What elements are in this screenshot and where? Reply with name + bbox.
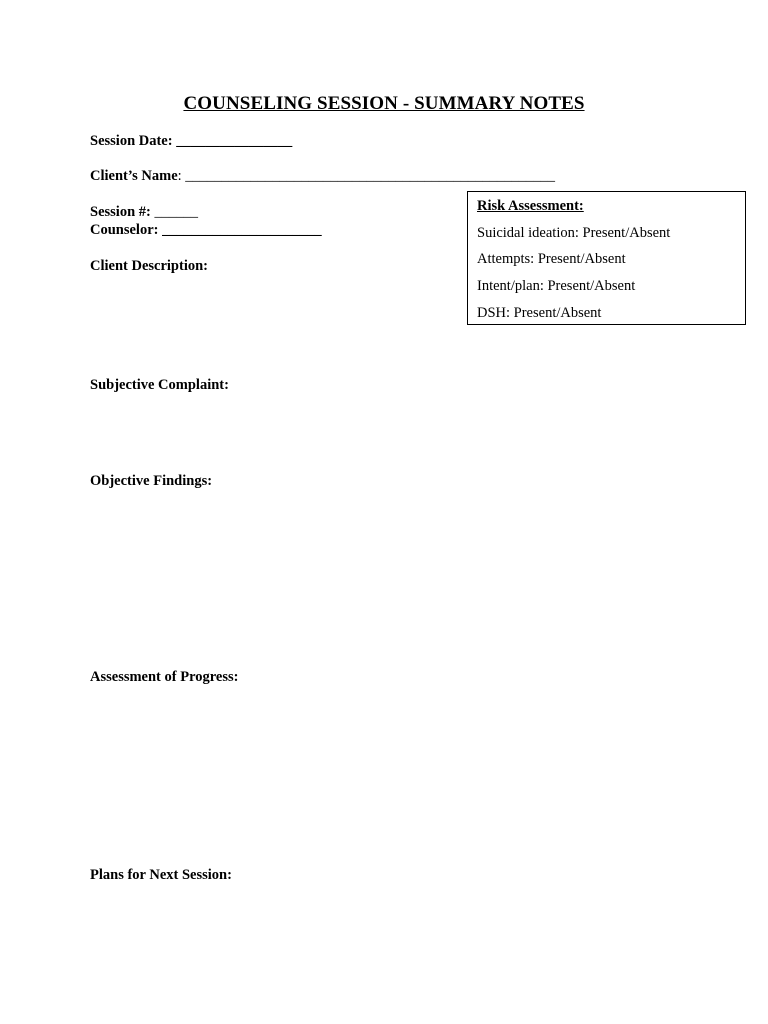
risk-item-attempts: Attempts: Present/Absent [477, 251, 626, 267]
risk-item-intent-plan: Intent/plan: Present/Absent [477, 278, 636, 294]
clients-name-label: Client’s Name [90, 168, 178, 184]
counselor-field[interactable]: ______________________ [158, 222, 322, 238]
counselor-line [90, 222, 322, 239]
client-description-heading: Client Description: [90, 258, 208, 274]
page-title [0, 93, 768, 115]
page-title-text: COUNSELING SESSION - SUMMARY NOTES [183, 93, 585, 114]
session-number-field[interactable]: ______ [150, 204, 198, 220]
subjective-complaint-heading: Subjective Complaint: [90, 377, 229, 393]
risk-assessment-box [467, 191, 746, 325]
session-date-label: Session Date: [90, 133, 173, 149]
assessment-of-progress-heading: Assessment of Progress: [90, 669, 239, 685]
risk-item-suicidal-ideation: Suicidal ideation: Present/Absent [477, 225, 671, 241]
session-date-line [90, 133, 292, 150]
session-number-line [90, 204, 198, 221]
plans-for-next-session-heading: Plans for Next Session: [90, 867, 232, 883]
session-number-label: Session #: [90, 204, 151, 220]
session-date-field[interactable]: ________________ [172, 133, 293, 149]
risk-assessment-title: Risk Assessment: [477, 198, 584, 214]
risk-item-dsh: DSH: Present/Absent [477, 305, 602, 321]
clients-name-line [90, 168, 555, 185]
objective-findings-heading: Objective Findings: [90, 473, 213, 489]
counselor-label: Counselor: [90, 222, 159, 238]
clients-name-field[interactable]: : ___________________________________________________ [177, 168, 556, 184]
